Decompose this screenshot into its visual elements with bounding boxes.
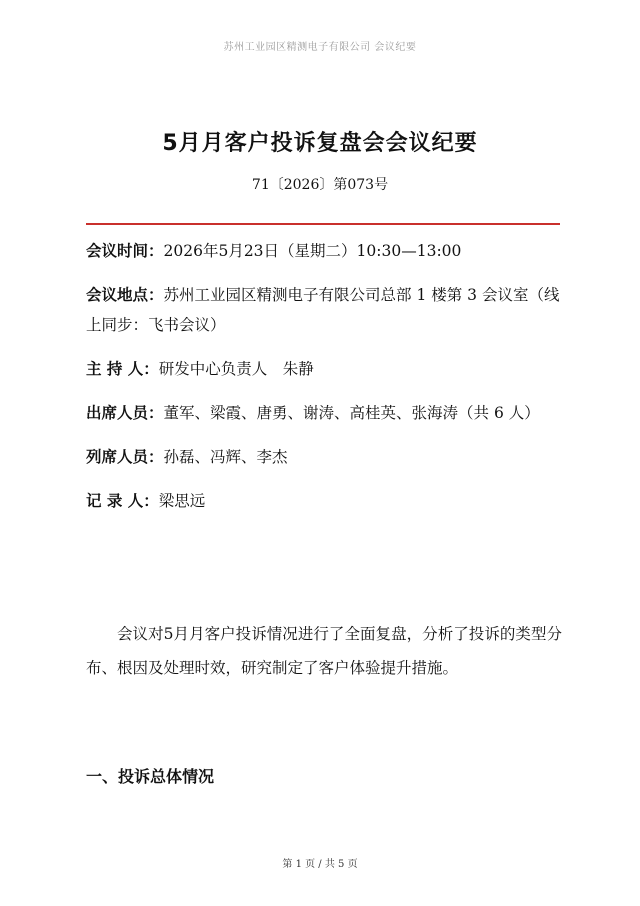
meeting-time-value: 2026年5月23日（星期二）10:30—13:00 (163, 242, 462, 260)
host-value: 研发中心负责人 朱静 (158, 360, 314, 378)
document-number: 71〔2026〕第073号 (251, 177, 389, 193)
host-row (86, 354, 562, 384)
summary-paragraph: 会议对5月月客户投诉情况进行了全面复盘，分析了投诉的类型分布、根因及处理时效，研究制定了客户体验提升措施。 (86, 625, 562, 677)
document-title: 5月月客户投诉复盘会会议纪要 (162, 131, 478, 156)
observers-value: 孙磊、冯辉、李杰 (163, 448, 288, 466)
page-footer: 第 1 页 / 共 5 页 (282, 859, 358, 870)
meeting-location-row (86, 280, 562, 340)
meeting-location-label: 会议地点： (86, 286, 164, 304)
attendees-row (86, 398, 562, 428)
attendees-value: 董军、梁霞、唐勇、谢涛、高桂英、张海涛（共 6 人） (163, 404, 540, 422)
observers-label: 列席人员： (86, 448, 164, 466)
meeting-time-label: 会议时间： (86, 242, 164, 260)
recorder-row (86, 486, 562, 516)
section-heading: 一、投诉总体情况 (86, 767, 215, 786)
observers-row (86, 442, 562, 472)
host-label: 主 持 人： (86, 360, 159, 378)
recorder-label: 记 录 人： (86, 492, 159, 510)
red-divider-rule (86, 223, 560, 225)
meeting-location-value: 苏州工业园区精测电子有限公司总部 1 楼第 3 会议室（线上同步：飞书会议） (86, 286, 560, 334)
meeting-time-row (86, 236, 562, 266)
attendees-label: 出席人员： (86, 404, 164, 422)
meeting-info-block (86, 236, 562, 530)
recorder-value: 梁思远 (158, 492, 206, 510)
running-header: 苏州工业园区精测电子有限公司 会议纪要 (223, 42, 417, 53)
